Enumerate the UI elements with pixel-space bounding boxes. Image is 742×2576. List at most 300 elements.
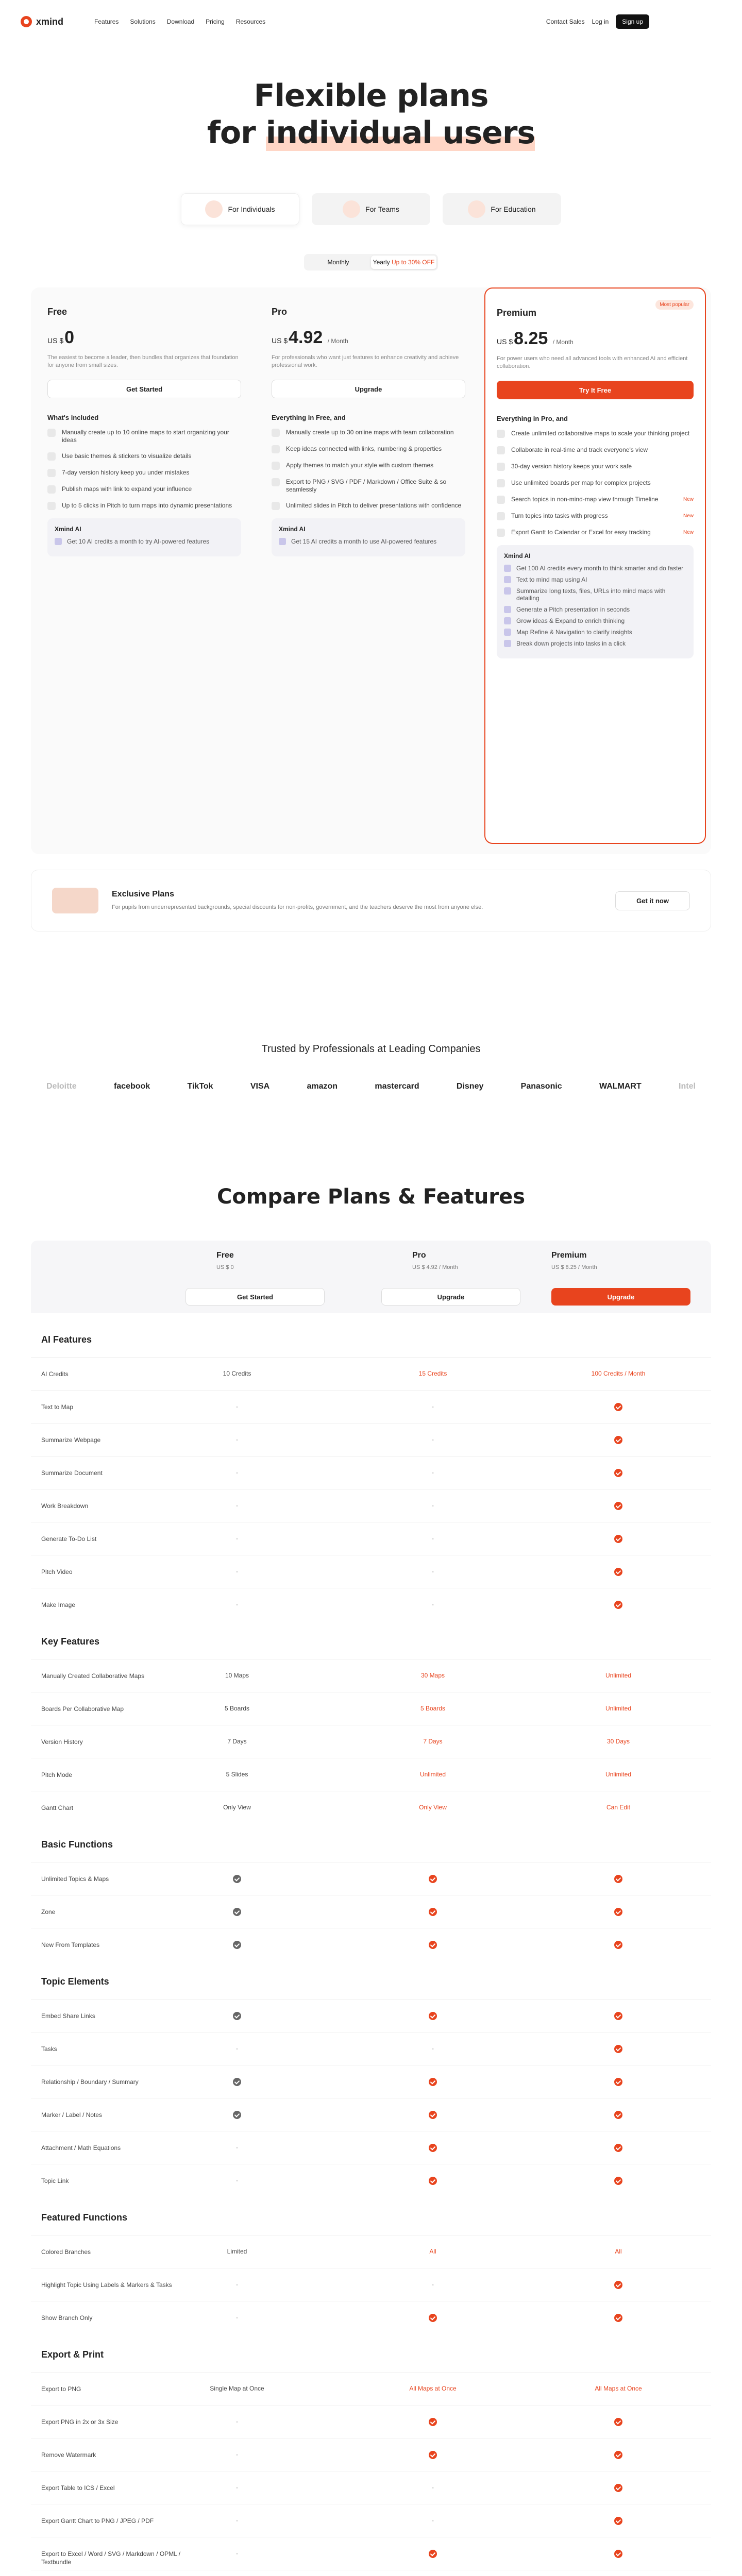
compare-row [31,2065,711,2098]
hero-line-2 [0,114,742,151]
cell-check [567,2281,670,2291]
hero-line-2-prefix: for [207,115,266,151]
check-icon [614,1908,622,1916]
cell-dash: - [432,2517,434,2524]
compare-upgrade-premium-button[interactable]: Upgrade [551,1288,690,1306]
cell-dash: - [236,2418,238,2425]
feature-label: Generate To-Do List [41,1535,97,1543]
cell-check [381,1941,484,1951]
menu-resources[interactable]: Resources [235,18,266,25]
feature-icon [47,485,56,494]
feature-icon [497,463,505,471]
compare-get-started-button[interactable]: Get Started [185,1288,325,1306]
feature-label: Tasks [41,2045,57,2053]
ai-sparkle-icon [504,565,511,572]
ai-title: Xmind AI [55,526,81,533]
compare-row [31,1423,711,1456]
feature-text: Apply themes to match your style with custom themes [286,462,434,469]
compare-plan-price: US $ 8.25 / Month [551,1264,597,1270]
cell-value: Can Edit [606,1804,631,1811]
check-icon [614,2045,622,2053]
try-free-button[interactable]: Try It Free [497,381,694,399]
company-logo: amazon [307,1082,338,1091]
cell-dash: - [432,1568,434,1575]
ai-item-text: Summarize long texts, files, URLs into mind maps with detailing [516,587,666,602]
feature-text: Collaborate in real-time and track everyone's view [511,446,648,453]
cell-value: 15 Credits [418,1370,447,1377]
compare-section-title: Key Features [41,1636,100,1647]
ai-item-text: Get 15 AI credits a month to use AI-powered features [291,538,437,545]
price-value: 4.92 [289,328,323,347]
cell-check [381,2111,484,2121]
compare-row [31,2537,711,2570]
currency: US $ [47,336,64,345]
check-icon [614,2550,622,2558]
cell-check [567,1601,670,1611]
feature-text: Turn topics into tasks with progress [511,512,608,519]
cell-check [185,1908,289,1918]
ai-item [504,587,686,602]
cell-check [381,2550,484,2560]
feature-text: 30-day version history keeps your work safe [511,463,632,470]
feature-label: Colored Branches [41,2248,91,2256]
check-icon [614,1436,622,1444]
feature-label: Unlimited Topics & Maps [41,1875,109,1883]
cell-dash: - [432,1601,434,1608]
feature-label: Version History [41,1738,83,1745]
cell-dash: - [236,2314,238,2321]
cell-check [567,2451,670,2461]
ai-item [504,565,686,572]
check-icon [429,1875,437,1883]
feature-label: Pitch Mode [41,1771,73,1778]
feature-item [497,512,694,520]
check-icon [614,1502,622,1510]
cell-check [567,1403,670,1413]
cell-dash: - [236,2177,238,2184]
check-icon [429,1941,437,1949]
tab-education-label: For Education [491,205,536,213]
ai-item [279,538,458,545]
cell-dash: - [236,1601,238,1608]
feature-label: Export PNG in 2x or 3x Size [41,2418,119,2426]
cell-dash: - [432,1436,434,1443]
company-logo: Intel [679,1082,696,1091]
cell-dash: - [432,1502,434,1509]
compare-row [31,1588,711,1621]
cell-check [567,2484,670,2494]
cell-dash: - [236,2517,238,2524]
check-icon [614,1875,622,1883]
cell-dash: - [236,1469,238,1476]
cell-dash: - [236,2550,238,2557]
feature-item [272,462,465,470]
cell-dash: - [236,1568,238,1575]
feature-item [272,429,465,437]
check-icon [233,2012,241,2020]
feature-text: Search topics in non-mind-map view through Timeline [511,496,659,503]
cell-dash: - [236,1403,238,1410]
upgrade-button[interactable]: Upgrade [272,380,465,398]
ai-item-text: Grow ideas & Expand to enrich thinking [516,617,625,624]
feature-text: Use unlimited boards per map for complex projects [511,479,651,486]
cell-value: All Maps at Once [409,2385,457,2392]
compare-row [31,1758,711,1791]
feature-item [47,502,241,510]
feature-icon [497,529,505,537]
feature-icon [272,445,280,453]
cell-dash: - [236,2144,238,2151]
cell-check [567,2078,670,2088]
compare-row [31,2471,711,2504]
check-icon [614,1941,622,1949]
feature-icon [47,502,56,510]
ai-title: Xmind AI [279,526,306,533]
feature-label: Summarize Document [41,1469,103,1477]
feature-label: Topic Link [41,2177,69,2184]
company-logo: Disney [456,1082,484,1091]
check-icon [614,2517,622,2525]
cell-dash: - [236,1502,238,1509]
tab-individuals[interactable] [181,193,299,225]
compare-plan-name: Premium [551,1251,587,1260]
feature-text: Keep ideas connected with links, numbering & properties [286,445,442,452]
ai-box [272,518,465,556]
tab-individuals-label: For Individuals [228,205,275,213]
feature-text: Export Gantt to Calendar or Excel for easy tracking [511,529,651,536]
tab-education[interactable] [443,193,561,225]
company-logo: facebook [113,1082,150,1091]
company-logo: mastercard [375,1082,419,1091]
cell-check [381,2177,484,2187]
compare-row [31,1555,711,1588]
features-heading: What's included [47,414,99,421]
compare-row [31,1489,711,1522]
check-icon [614,1601,622,1609]
check-icon [614,2012,622,2020]
cell-value: 30 Maps [420,1672,445,1679]
plan-price [497,329,694,349]
cell-value: 7 Days [423,1738,443,1745]
feature-icon [497,430,505,438]
compare-section-title: AI Features [41,1334,92,1345]
cell-dash: - [236,2045,238,2052]
compare-row [31,1725,711,1758]
cell-check [185,2111,289,2121]
feature-label: New From Templates [41,1941,100,1948]
feature-item [497,430,694,438]
cell-check [567,1941,670,1951]
check-icon [614,2281,622,2289]
feature-text: Manually create up to 10 online maps to start organizing your ideas [62,429,229,444]
ai-item [504,640,686,647]
feature-label: Highlight Topic Using Labels & Markers & Tasks [41,2281,172,2289]
feature-label: Text to Map [41,1403,74,1411]
cell-check [567,2012,670,2022]
feature-text: Use basic themes & stickers to visualize details [62,452,192,460]
compare-plan-free [216,1251,234,1270]
ai-item-text: Get 10 AI credits a month to try AI-powered features [67,538,210,545]
premium-content [485,296,705,670]
features-heading: Everything in Free, and [272,414,346,421]
check-icon [233,1875,241,1883]
check-icon [614,2144,622,2152]
most-popular-badge: Most popular [655,300,694,310]
cell-check [185,2078,289,2088]
check-icon [614,2177,622,2185]
check-icon [614,1535,622,1543]
cell-value: Only View [419,1804,447,1811]
compare-row [31,2570,711,2576]
compare-row [31,2098,711,2131]
ai-item [55,538,234,545]
cell-check [185,1875,289,1885]
plan-desc: The easiest to become a leader, then bundles that organizes that foundation for anyone from small sizes. [47,354,239,368]
plan-desc: For power users who need all advanced tools with enhanced AI and efficient collaboration. [497,355,688,369]
compare-plan-pro [412,1251,458,1270]
cell-value: 5 Slides [226,1771,248,1778]
ai-item [504,576,686,583]
cell-check [567,1502,670,1512]
check-icon [233,2111,241,2119]
company-logo: WALMART [599,1082,642,1091]
cell-check [381,2314,484,2324]
feature-label: Export Table to ICS / Excel [41,2484,115,2492]
feature-text: 7-day version history keep you under mistakes [62,469,190,476]
cell-check [567,2144,670,2154]
new-tag: New [683,530,694,535]
compare-row [31,2164,711,2197]
cell-check [381,2078,484,2088]
cell-dash: - [236,1436,238,1443]
billing-yearly[interactable] [371,256,436,269]
company-logo: Panasonic [520,1082,562,1091]
ai-sparkle-icon [504,640,511,647]
team-icon [343,200,360,218]
cell-dash: - [432,1469,434,1476]
tab-teams-label: For Teams [365,205,399,213]
plan-price [47,328,241,348]
brand-logo[interactable] [21,16,63,27]
ai-title: Xmind AI [504,552,531,560]
feature-label: Export to PNG [41,2385,81,2393]
cell-value: 5 Boards [420,1705,446,1712]
menu-solutions[interactable]: Solutions [130,18,156,25]
compare-row [31,1692,711,1725]
check-icon [614,2078,622,2086]
feature-icon [47,429,56,437]
feature-icon [272,429,280,437]
menu-pricing[interactable]: Pricing [206,18,225,25]
compare-row [31,1895,711,1928]
check-icon [614,2451,622,2459]
trusted-title: Trusted by Professionals at Leading Companies [261,1043,481,1055]
check-icon [429,2111,437,2119]
compare-row [31,2131,711,2164]
compare-row [31,2268,711,2301]
check-icon [429,1908,437,1916]
ai-item [504,629,686,636]
feature-item [47,452,241,461]
feature-item [497,496,694,504]
tab-teams[interactable] [312,193,430,225]
compare-plan-premium [551,1251,597,1270]
cell-check [381,2418,484,2428]
feature-label: Make Image [41,1601,76,1608]
plan-card-premium [484,287,706,844]
compare-row [31,1659,711,1692]
feature-label: Boards Per Collaborative Map [41,1705,124,1713]
billing-yearly-label: Yearly [373,259,390,266]
compare-row [31,1999,711,2032]
ai-box [497,545,694,658]
new-tag: New [683,513,694,519]
compare-row [31,2032,711,2065]
get-it-now-button[interactable]: Get it now [615,891,690,910]
check-icon [614,2484,622,2492]
check-icon [614,2418,622,2426]
check-icon [429,2144,437,2152]
ai-sparkle-icon [504,606,511,613]
ai-sparkle-icon [504,576,511,583]
cell-value: 5 Boards [224,1705,250,1712]
cell-value: 10 Maps [225,1672,249,1679]
feature-item [272,502,465,510]
compare-section-title: Basic Functions [41,1839,113,1850]
cell-check [567,1469,670,1479]
compare-plan-name: Pro [412,1251,426,1260]
xmind-logo-icon [21,16,32,27]
compare-row [31,1928,711,1961]
feature-item [47,485,241,494]
plan-cards [31,287,711,854]
cell-check [381,1875,484,1885]
cell-check [381,2012,484,2022]
feature-label: Marker / Label / Notes [41,2111,103,2119]
individual-icon [205,200,223,218]
check-icon [614,1469,622,1477]
check-icon [429,2078,437,2086]
check-icon [614,1568,622,1576]
hero-line-1: Flexible plans [254,78,488,114]
cell-value: Unlimited [419,1771,446,1778]
login-link[interactable]: Log in [592,18,609,25]
check-icon [429,2012,437,2020]
cell-value: 7 Days [227,1738,247,1745]
features-heading: Everything in Pro, and [497,415,568,422]
cell-check [567,1908,670,1918]
get-started-button[interactable]: Get Started [47,380,241,398]
cell-value: Unlimited [605,1705,631,1712]
menu-download[interactable]: Download [166,18,195,25]
hero-highlight: individual users [265,115,535,151]
feature-item [272,445,465,453]
billing-monthly[interactable]: Monthly [327,259,349,266]
compare-upgrade-pro-button[interactable]: Upgrade [381,1288,520,1306]
compare-row [31,1456,711,1489]
feature-text: Unlimited slides in Pitch to deliver presentations with confidence [286,502,462,509]
feature-label: Gantt Chart [41,1804,74,1811]
feature-item [47,469,241,477]
feature-text: Publish maps with link to expand your influence [62,485,192,493]
ai-item-text: Text to mind map using AI [516,576,587,583]
cell-value: All Maps at Once [595,2385,642,2392]
cell-value: Unlimited [605,1771,631,1778]
cell-value: 100 Credits / Month [591,1370,646,1377]
compare-plan-name: Free [216,1251,234,1260]
ai-box [47,518,241,556]
ai-item [504,617,686,624]
education-icon [468,200,485,218]
compare-row [31,2235,711,2268]
cell-check [567,1535,670,1545]
plan-name: Premium [497,308,537,318]
cell-check [567,2177,670,2187]
feature-icon [497,446,505,454]
plan-price [272,328,465,348]
check-icon [233,2078,241,2086]
cell-check [567,2314,670,2324]
exclusive-plans-banner [31,870,711,931]
check-icon [614,1403,622,1411]
cell-value: All [615,2248,622,2255]
ai-sparkle-icon [504,617,511,624]
feature-label: Zone [41,1908,56,1916]
feature-icon [272,502,280,510]
price-period: / Month [552,338,574,346]
cell-check [567,2517,670,2527]
cell-value: 10 Credits [223,1370,251,1377]
signup-button[interactable]: Sign up [616,14,649,29]
check-icon [429,2550,437,2558]
cell-dash: - [432,1403,434,1410]
check-icon [429,2418,437,2426]
feature-icon [497,512,505,520]
cell-dash: - [432,2281,434,2288]
cell-check [381,1908,484,1918]
cell-value: Limited [227,2248,247,2255]
menu-features[interactable]: Features [94,18,119,25]
ai-sparkle-icon [55,538,62,545]
cell-value: Unlimited [605,1672,631,1679]
feature-text: Up to 5 clicks in Pitch to turn maps into dynamic presentations [62,502,232,509]
cell-dash: - [236,2451,238,2458]
check-icon [233,1908,241,1916]
compare-row [31,2372,711,2405]
feature-item [497,446,694,454]
feature-label: Remove Watermark [41,2451,96,2459]
feature-label: Embed Share Links [41,2012,95,2020]
cell-check [567,2111,670,2121]
feature-item [497,529,694,537]
feature-label: Work Breakdown [41,1502,89,1510]
contact-sales-link[interactable]: Contact Sales [546,18,585,25]
feature-item [497,479,694,487]
billing-toggle [304,254,438,270]
compare-plan-price: US $ 0 [216,1264,234,1270]
compare-row [31,1791,711,1824]
feature-label: Pitch Video [41,1568,73,1575]
compare-row [31,1357,711,1390]
compare-row [31,2301,711,2334]
ai-item [504,606,686,613]
cell-check [567,2045,670,2055]
compare-row [31,2438,711,2471]
feature-label: Manually Created Collaborative Maps [41,1672,145,1680]
compare-row [31,1390,711,1423]
plan-desc: For professionals who want just features to enhance creativity and achieve professional work. [272,354,459,368]
feature-icon [47,452,56,461]
